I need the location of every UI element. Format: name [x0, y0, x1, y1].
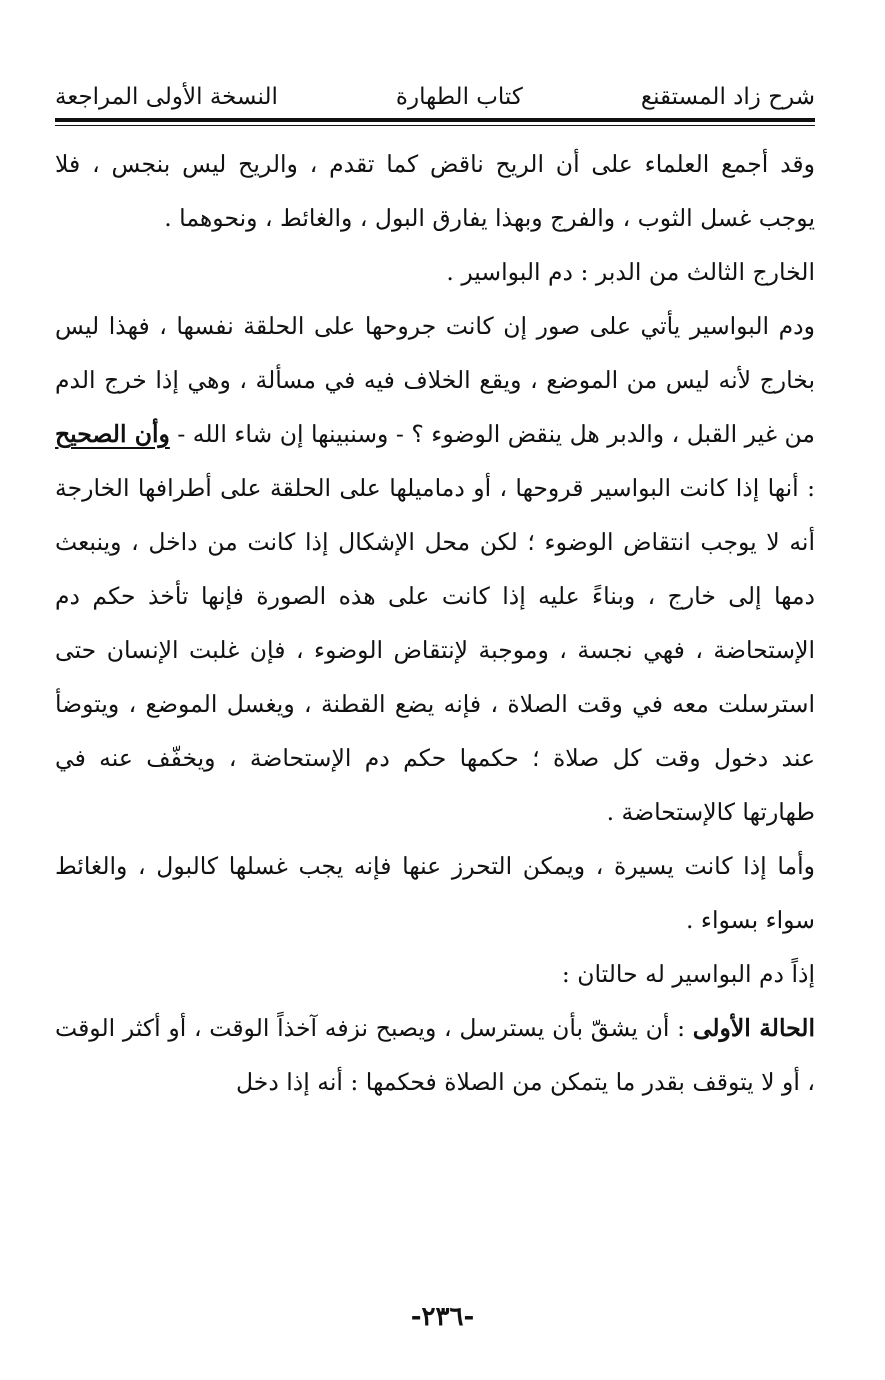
case-label: الحالة الأولى: [692, 1014, 815, 1042]
paragraph-5: إذاً دم البواسير له حالتان :: [561, 960, 815, 988]
paragraph-3-lead: ودم البواسير يأتي على صور إن كانت جروحها على الحلقة نفسها ، فهذا ليس بخارج لأنه ليس من الموضع ، ويقع الخلاف فيه في مسألة ، وهي إذا خرج الدم من غير القبل ، والدبر هل ينقض الوضوء ؟ - وسنبينها إن شاء الله -: [55, 312, 815, 448]
paragraph-2: الخارج الثالث من الدبر : دم البواسير .: [446, 258, 815, 286]
chapter-title: كتاب الطهارة: [395, 84, 523, 110]
header-rule-thin: [55, 125, 815, 126]
paragraph-6: [55, 1001, 815, 1109]
paragraph-3-rest: : أنها إذا كانت البواسير قروحها ، أو دماميلها على الحلقة على أطرافها الخارجة أنه لا يوجب انتقاض الوضوء ؛ لكن محل الإشكال إذا كانت من داخل ، وينبعث دمها إلى خارج ، وبناءً عليه إذا كانت على هذه الصورة فإنها تأخذ حكم دم الإستحاضة ، فهي نجسة ، وموجبة لإنتقاض الوضوء ، فإن غلبت الإنسان حتى استرسلت معه في وقت الصلاة ، فإنه يضع القطنة ، ويغسل الموضع ، ويتوضأ عند دخول وقت كل صلاة ؛ حكمها حكم دم الإستحاضة ، ويخفّف عنه في طهارتها كالإستحاضة .: [55, 474, 815, 826]
case-text: : أن يشقّ بأن يسترسل ، ويصبح نزفه آخذاً الوقت ، أو أكثر الوقت ، أو لا يتوقف بقدر ما يتمكن من الصلاة فحكمها : أنه إذا دخل: [55, 1014, 815, 1096]
book-title: شرح زاد المستقنع: [640, 84, 815, 110]
running-header: [55, 80, 815, 114]
edition-label: النسخة الأولى المراجعة: [55, 84, 278, 110]
paragraph-3: [55, 299, 815, 839]
page-number: -٢٣٦-: [410, 1302, 475, 1332]
page-body: [55, 137, 815, 1109]
header-rule-thick: [55, 118, 815, 122]
emphasized-phrase: وأن الصحيح: [55, 420, 170, 448]
paragraph-4: وأما إذا كانت يسيرة ، ويمكن التحرز عنها فإنه يجب غسلها كالبول ، والغائط سواء بسواء .: [55, 852, 815, 934]
paragraph-1: وقد أجمع العلماء على أن الريح ناقض كما تقدم ، والريح ليس بنجس ، فلا يوجب غسل الثوب ، والفرج وبهذا يفارق البول ، والغائط ، ونحوهما .: [55, 150, 815, 232]
